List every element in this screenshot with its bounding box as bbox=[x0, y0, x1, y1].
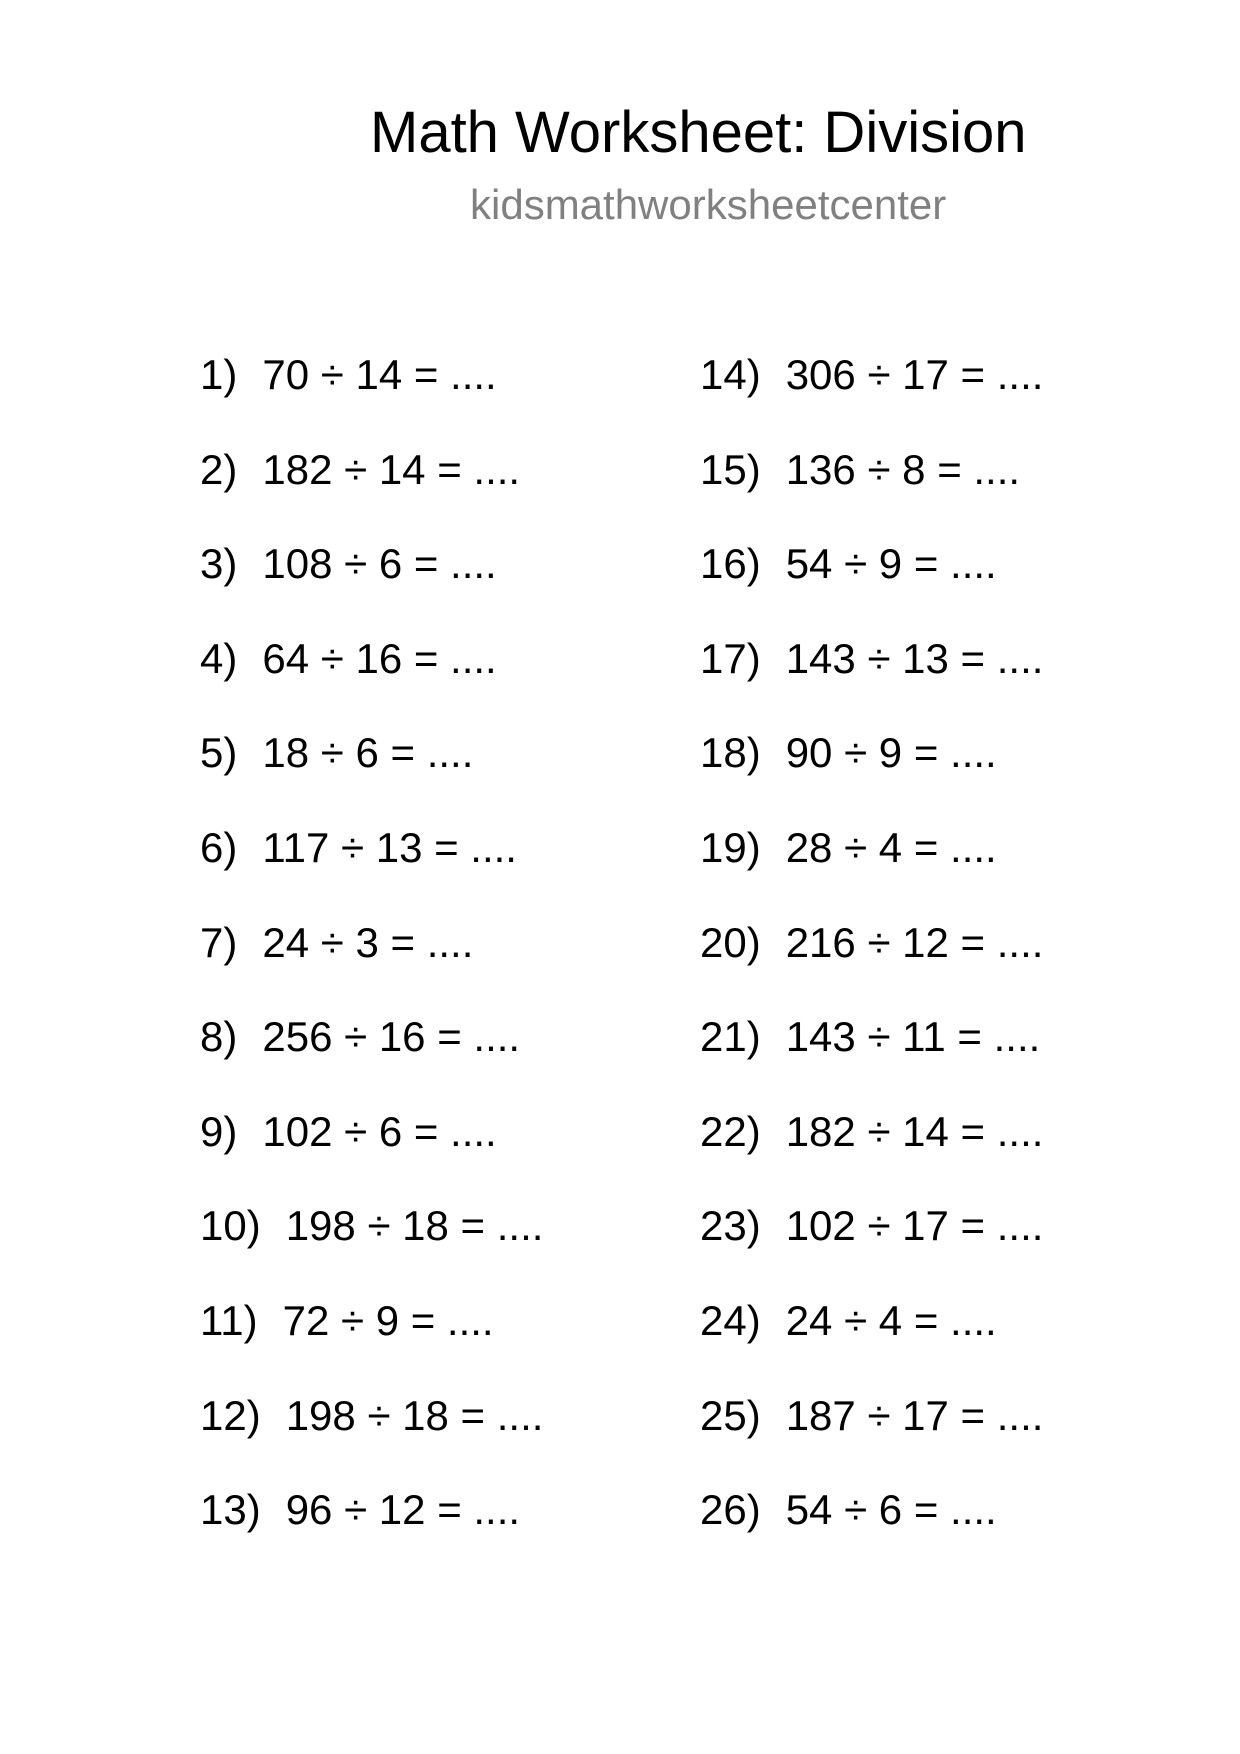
problem-expression: 54 ÷ 6 = .... bbox=[785, 1486, 997, 1534]
problem-number: 19) bbox=[700, 823, 761, 871]
problem-expression: 143 ÷ 13 = .... bbox=[785, 634, 1044, 682]
problem-item bbox=[700, 1296, 1140, 1391]
problems-column-right bbox=[700, 350, 1140, 1580]
problem-item bbox=[200, 445, 640, 540]
problem-expression: 102 ÷ 6 = .... bbox=[262, 1107, 497, 1155]
problem-item bbox=[200, 350, 640, 445]
problem-expression: 102 ÷ 17 = .... bbox=[785, 1202, 1044, 1250]
problem-item bbox=[200, 1012, 640, 1107]
problem-expression: 72 ÷ 9 = .... bbox=[282, 1296, 494, 1344]
problem-number: 3) bbox=[200, 540, 238, 588]
problem-item bbox=[200, 1391, 640, 1486]
problem-expression: 96 ÷ 12 = .... bbox=[285, 1486, 521, 1534]
problem-item bbox=[200, 728, 640, 823]
problem-expression: 182 ÷ 14 = .... bbox=[785, 1107, 1044, 1155]
page-title: Math Worksheet: Division bbox=[370, 100, 1027, 165]
problem-item bbox=[700, 634, 1140, 729]
problem-number: 6) bbox=[200, 823, 238, 871]
problems-column-left bbox=[200, 350, 640, 1580]
problem-expression: 117 ÷ 13 = .... bbox=[262, 823, 517, 871]
problem-expression: 306 ÷ 17 = .... bbox=[785, 351, 1044, 398]
problem-item bbox=[700, 823, 1140, 918]
problem-number: 5) bbox=[200, 729, 238, 777]
problem-number: 21) bbox=[700, 1013, 761, 1061]
problem-number: 13) bbox=[200, 1486, 261, 1534]
problem-item bbox=[700, 918, 1140, 1013]
problem-number: 24) bbox=[700, 1296, 761, 1344]
problem-number: 26) bbox=[700, 1486, 761, 1534]
problem-item bbox=[700, 1391, 1140, 1486]
problem-number: 14) bbox=[700, 351, 761, 398]
problem-item bbox=[700, 1201, 1140, 1296]
problem-expression: 198 ÷ 18 = .... bbox=[285, 1202, 544, 1250]
problem-item bbox=[200, 634, 640, 729]
problem-item bbox=[700, 728, 1140, 823]
problem-number: 25) bbox=[700, 1391, 761, 1439]
problem-item bbox=[200, 1107, 640, 1202]
problem-expression: 24 ÷ 4 = .... bbox=[785, 1296, 997, 1344]
problem-expression: 18 ÷ 6 = .... bbox=[262, 729, 474, 777]
problem-expression: 90 ÷ 9 = .... bbox=[785, 729, 997, 777]
problem-expression: 136 ÷ 8 = .... bbox=[785, 445, 1021, 493]
problem-expression: 24 ÷ 3 = .... bbox=[262, 918, 474, 966]
problem-expression: 108 ÷ 6 = .... bbox=[262, 540, 497, 588]
problem-expression: 64 ÷ 16 = .... bbox=[262, 634, 497, 682]
problem-expression: 143 ÷ 11 = .... bbox=[785, 1013, 1041, 1061]
problem-expression: 28 ÷ 4 = .... bbox=[785, 823, 997, 871]
problem-expression: 54 ÷ 9 = .... bbox=[785, 540, 997, 588]
problem-expression: 187 ÷ 17 = .... bbox=[785, 1391, 1044, 1439]
problem-number: 2) bbox=[200, 445, 238, 493]
problem-item bbox=[200, 1485, 640, 1580]
problem-number: 8) bbox=[200, 1013, 238, 1061]
problem-number: 11) bbox=[200, 1296, 258, 1344]
problem-number: 4) bbox=[200, 634, 238, 682]
problem-number: 9) bbox=[200, 1107, 238, 1155]
problem-number: 23) bbox=[700, 1202, 761, 1250]
problem-item bbox=[200, 539, 640, 634]
problem-item bbox=[700, 1107, 1140, 1202]
problem-item bbox=[200, 1296, 640, 1391]
problem-item bbox=[700, 350, 1140, 445]
problem-item bbox=[200, 1201, 640, 1296]
problem-number: 20) bbox=[700, 918, 761, 966]
problem-item bbox=[200, 823, 640, 918]
problem-number: 22) bbox=[700, 1107, 761, 1155]
problem-number: 15) bbox=[700, 445, 761, 493]
problem-item bbox=[700, 1485, 1140, 1580]
problem-number: 12) bbox=[200, 1391, 261, 1439]
problem-expression: 198 ÷ 18 = .... bbox=[285, 1391, 544, 1439]
problem-expression: 216 ÷ 12 = .... bbox=[785, 918, 1044, 966]
problem-item bbox=[700, 539, 1140, 634]
problem-expression: 256 ÷ 16 = .... bbox=[262, 1013, 521, 1061]
problem-item bbox=[700, 1012, 1140, 1107]
problem-number: 17) bbox=[700, 634, 761, 682]
problem-item bbox=[700, 445, 1140, 540]
problem-number: 18) bbox=[700, 729, 761, 777]
problem-item bbox=[200, 918, 640, 1013]
problem-expression: 70 ÷ 14 = .... bbox=[262, 351, 497, 398]
problem-number: 1) bbox=[200, 351, 238, 398]
site-name: kidsmathworksheetcenter bbox=[470, 181, 947, 228]
problem-expression: 182 ÷ 14 = .... bbox=[262, 445, 521, 493]
problem-number: 16) bbox=[700, 540, 761, 588]
problem-number: 10) bbox=[200, 1202, 261, 1250]
problem-number: 7) bbox=[200, 918, 238, 966]
